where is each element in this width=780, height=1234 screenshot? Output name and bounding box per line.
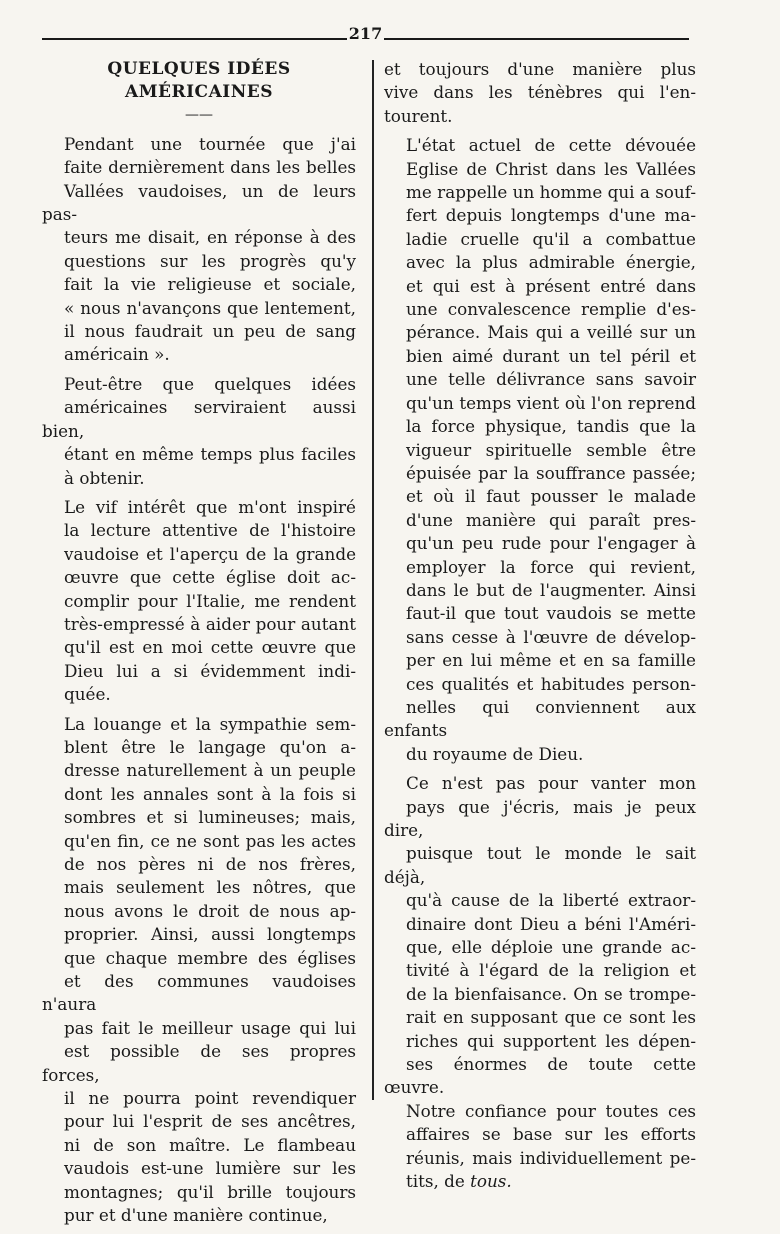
text-line: la force physique, tandis que la [406, 416, 696, 437]
paragraph [42, 496, 356, 707]
text-line [384, 1170, 696, 1193]
text-line: quée. [64, 684, 111, 705]
text-line: vaudois est-une lumière sur les [64, 1158, 356, 1179]
text-line: tivité à l'égard de la religion et [406, 960, 696, 981]
paragraph [42, 713, 356, 1228]
article-title: QUELQUES IDÉES AMÉRICAINES [107, 59, 291, 103]
text-line: me rappelle un homme qui a souf- [406, 182, 696, 203]
text-line: montagnes; qu'il brille toujours [64, 1181, 356, 1202]
text-line: qu'en fin, ce ne sont pas les actes [64, 830, 356, 851]
text-line: pays que j'écris, mais je peux dire, [384, 796, 696, 840]
text-line: L'état actuel de cette dévouée [406, 135, 696, 156]
text-line: fait la vie religieuse et sociale, [64, 274, 356, 295]
text-line: riches qui supportent les dépen- [406, 1030, 696, 1051]
text-line: questions sur les progrès qu'y [64, 250, 356, 271]
text-line: « nous n'avançons que lentement, [64, 297, 356, 318]
text-line: ladie cruelle qu'il a combattue [406, 228, 696, 249]
text-line: vive dans les ténèbres qui l'en- [384, 82, 696, 103]
paragraph [42, 133, 356, 367]
text-line: Eglise de Christ dans les Vallées [406, 158, 696, 179]
paragraph [42, 373, 356, 490]
text-line: il nous faudrait un peu de sang [64, 321, 356, 342]
text-line: dresse naturellement à un peuple [64, 760, 356, 781]
text-line: une convalescence remplie d'es- [406, 299, 696, 320]
text-line: bien aimé durant un tel péril et [406, 345, 696, 366]
text-line: qu'à cause de la liberté extraor- [406, 890, 696, 911]
text-line: et des communes vaudoises n'aura [42, 971, 356, 1015]
text-line: dinaire dont Dieu a béni l'Améri- [406, 913, 696, 934]
column-divider [372, 60, 374, 1100]
text-line: dans le but de l'augmenter. Ainsi [406, 579, 696, 600]
text-line: pérance. Mais qui a veillé sur un [406, 322, 696, 343]
text-line: qu'il est en moi cette œuvre que [64, 637, 356, 658]
text-line: Dieu lui a si évidemment indi- [64, 660, 356, 681]
text-line: ni de son maître. Le flambeau [64, 1134, 356, 1155]
text-line: La louange et la sympathie sem- [64, 713, 356, 734]
text-line: qu'un temps vient où l'on reprend [406, 392, 696, 413]
text-line: Le vif intérêt que m'ont inspiré [64, 496, 356, 517]
text-line: une telle délivrance sans savoir [406, 369, 696, 390]
text-line: nous avons le droit de nous ap- [64, 900, 356, 921]
text-line: que, elle déploie une grande ac- [406, 937, 696, 958]
paragraph [384, 772, 696, 1193]
text-line: vigueur spirituelle semble être [406, 439, 696, 460]
text-line: employer la force qui revient, [406, 556, 696, 577]
text-line: étant en même temps plus faciles [64, 444, 356, 465]
text-line: très-empressé à aider pour autant [64, 613, 356, 634]
text-line: de nos pères ni de nos frères, [64, 854, 356, 874]
text-line: ses énormes de toute cette œuvre. [384, 1054, 696, 1098]
text-line: Ce n'est pas pour vanter mon [406, 773, 696, 794]
page-number: 217 [348, 24, 383, 43]
paragraph [384, 134, 696, 766]
text-line: fert depuis longtemps d'une ma- [406, 205, 696, 226]
text-line: d'une manière qui paraît pres- [406, 509, 696, 530]
text-line: faut-il que tout vaudois se mette [406, 603, 696, 624]
text-line: à obtenir. [64, 467, 145, 488]
text-line: de la bienfaisance. On se trompe- [406, 983, 696, 1004]
header-rule-right [384, 38, 689, 40]
text-line: Notre confiance pour toutes ces [406, 1100, 696, 1121]
text-line: la lecture attentive de l'histoire [64, 520, 356, 541]
text-line: complir pour l'Italie, me rendent [64, 590, 356, 611]
text-line: dont les annales sont à la fois si [64, 783, 356, 804]
text-line: tourent. [384, 105, 453, 126]
text-line: américain ». [64, 344, 170, 365]
left-column [42, 58, 356, 1234]
text-line: per en lui même et en sa famille [406, 650, 696, 671]
text-line: sombres et si lumineuses; mais, [64, 807, 356, 828]
text-line: œuvre que cette église doit ac- [64, 567, 356, 588]
title-rule: —— [185, 106, 213, 123]
text-line: et qui est à présent entré dans [406, 275, 696, 296]
text-line: Peut-être que quelques idées [64, 373, 356, 394]
text-line: pur et d'une manière continue, [64, 1205, 328, 1226]
text-line: ces qualités et habitudes person- [406, 673, 696, 694]
text-line: proprier. Ainsi, aussi longtemps [64, 924, 356, 945]
text-line: rait en supposant que ce sont les [406, 1007, 696, 1028]
left-paragraphs [42, 133, 356, 1228]
text-line: épuisée par la souffrance passée; [406, 462, 696, 483]
text-line: américaines serviraient aussi bien, [42, 397, 356, 441]
text-line: affaires se base sur les efforts [406, 1124, 696, 1145]
final-line-text: tits, de [406, 1171, 471, 1192]
text-line: teurs me disait, en réponse à des [64, 227, 356, 248]
paragraph [384, 58, 696, 128]
text-line: nelles qui conviennent aux enfants [384, 696, 696, 741]
text-line: mais seulement les nôtres, que [64, 877, 356, 898]
emphasis-text: tous. [470, 1171, 512, 1192]
text-line: blent être le langage qu'on a- [64, 736, 356, 757]
text-line: réunis, mais individuellement pe- [406, 1147, 696, 1168]
text-line: pas fait le meilleur usage qui lui [64, 1017, 356, 1038]
text-line: vaudoise et l'aperçu de la grande [64, 543, 356, 564]
text-line: pour lui l'esprit de ses ancêtres, [64, 1111, 356, 1132]
text-line: qu'un peu rude pour l'engager à [406, 533, 696, 554]
text-line: faite dernièrement dans les belles [64, 157, 356, 178]
text-line: avec la plus admirable énergie, [406, 252, 696, 273]
right-column [384, 58, 696, 1200]
text-line: sans cesse à l'œuvre de dévelop- [406, 626, 696, 647]
header-rule-left [42, 38, 347, 40]
text-line: il ne pourra point revendiquer [64, 1088, 356, 1109]
text-line: du royaume de Dieu. [406, 743, 584, 764]
text-line: est possible de ses propres forces, [42, 1041, 356, 1085]
right-paragraphs [384, 58, 696, 1194]
text-line: et où il faut pousser le malade [406, 486, 696, 507]
text-line: Vallées vaudoises, un de leurs pas- [42, 180, 356, 225]
text-line: et toujours d'une manière plus [384, 59, 696, 79]
text-line: puisque tout le monde le sait déjà, [384, 843, 696, 887]
text-line: Pendant une tournée que j'ai [64, 133, 356, 154]
text-line: que chaque membre des églises [64, 947, 356, 968]
